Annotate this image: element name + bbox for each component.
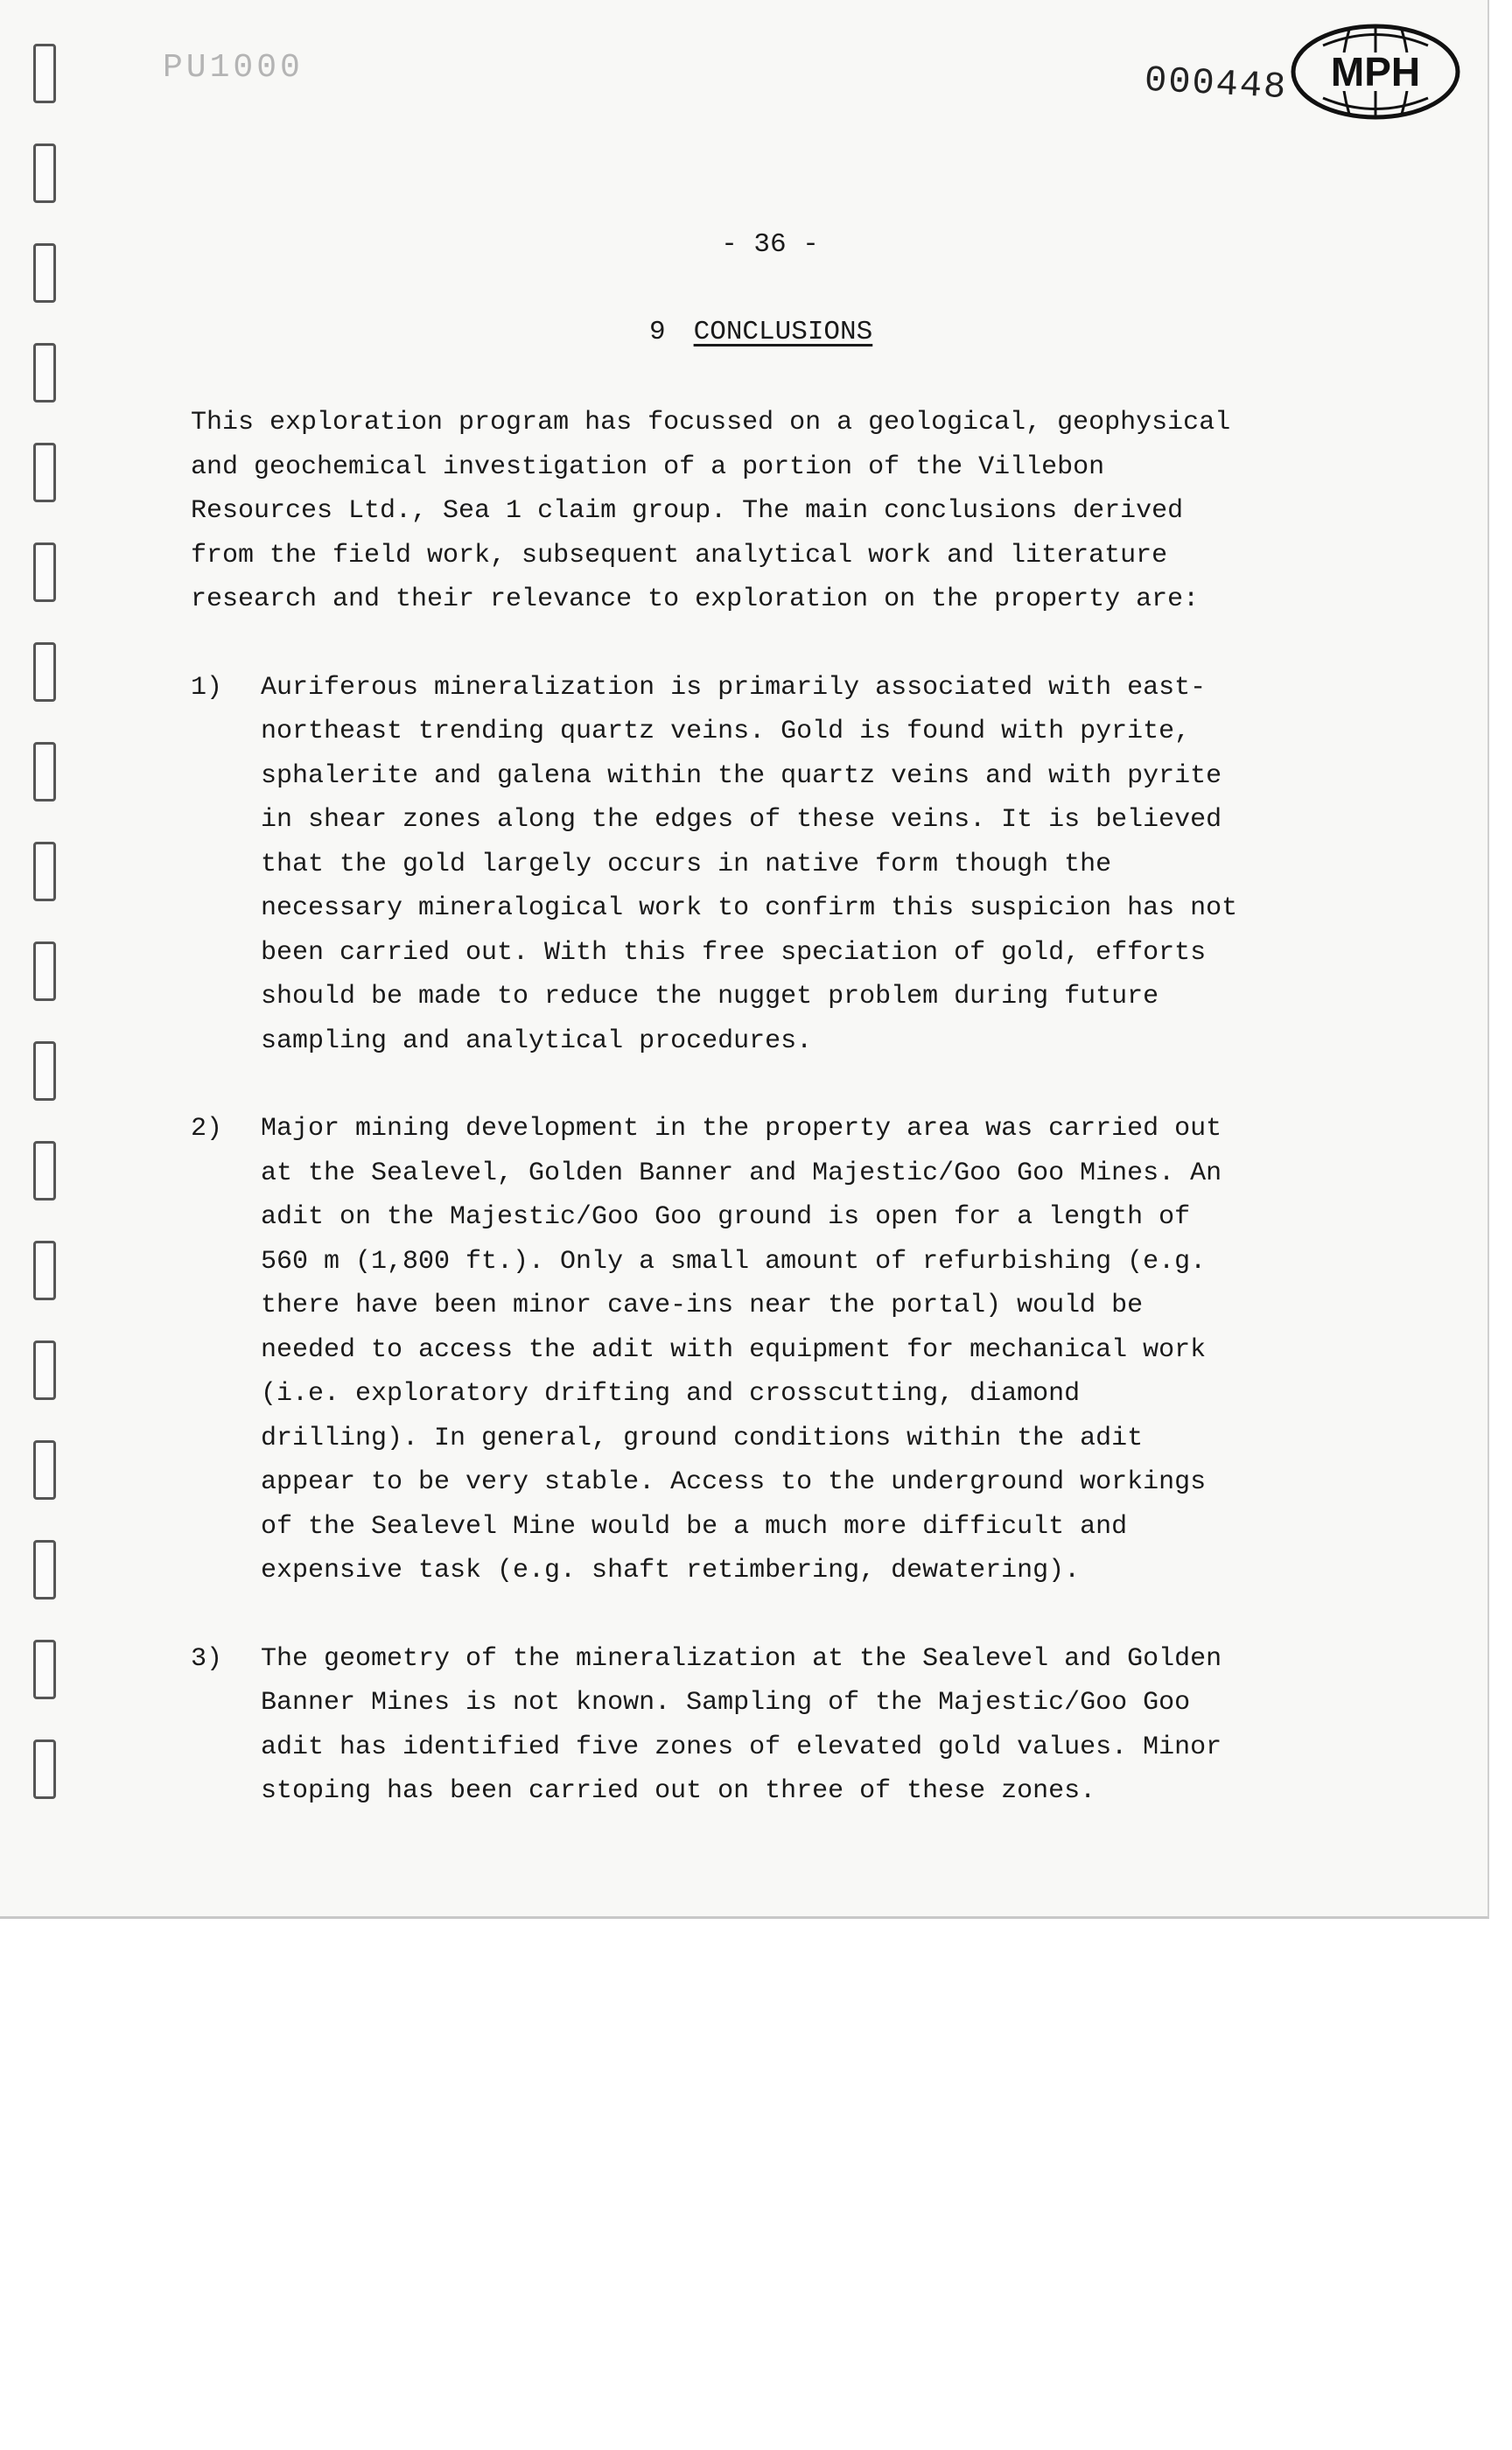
- binder-hole: [33, 542, 56, 602]
- text-line: that the gold largely occurs in native form though the: [261, 849, 1112, 879]
- text-line: expensive task (e.g. shaft retimbering, dewatering).: [261, 1556, 1081, 1586]
- binder-hole: [33, 343, 56, 402]
- conclusion-item-1: [191, 666, 1381, 1064]
- binder-hole: [33, 942, 56, 1001]
- binder-hole: [33, 243, 56, 303]
- text-line: research and their relevance to exploration on the property are:: [191, 584, 1200, 614]
- intro-paragraph: [191, 401, 1381, 622]
- globe-logo-icon: [1288, 19, 1463, 124]
- section-number: 9: [649, 317, 666, 347]
- binder-hole: [33, 842, 56, 901]
- faint-stamp: PU1000: [163, 49, 304, 87]
- text-line: sphalerite and galena within the quartz veins and with pyrite: [261, 760, 1222, 791]
- binder-hole: [33, 1540, 56, 1600]
- binder-hole: [33, 1241, 56, 1300]
- text-line: Auriferous mineralization is primarily associated with east-: [261, 672, 1207, 703]
- mph-logo: [1288, 19, 1463, 124]
- text-line: Major mining development in the property area was carried out: [261, 1114, 1222, 1144]
- text-line: and geochemical investigation of a portion of the Villebon: [191, 452, 1105, 482]
- text-line: needed to access the adit with equipment for mechanical work: [261, 1334, 1207, 1365]
- binder-holes: [33, 0, 60, 1916]
- blank-margin: [0, 1919, 1512, 2450]
- binder-hole: [33, 1640, 56, 1699]
- document-body: [191, 401, 1381, 1858]
- text-line: of the Sealevel Mine would be a much more difficult and: [261, 1511, 1128, 1542]
- logo-text: MPH: [1330, 49, 1421, 94]
- text-line: This exploration program has focussed on a geological, geophysical: [191, 408, 1231, 438]
- page-number: - 36 -: [721, 229, 819, 260]
- text-line: The geometry of the mineralization at the Sealevel and Golden: [261, 1643, 1222, 1674]
- binder-hole: [33, 443, 56, 502]
- text-line: at the Sealevel, Golden Banner and Majestic/Goo Goo Mines. An: [261, 1158, 1222, 1188]
- binder-hole: [33, 1041, 56, 1101]
- text-line: sampling and analytical procedures.: [261, 1026, 813, 1056]
- text-line: adit on the Majestic/Goo Goo ground is open for a length of: [261, 1202, 1191, 1232]
- item-marker: 2): [191, 1114, 223, 1144]
- binder-hole: [33, 44, 56, 103]
- binder-hole: [33, 1440, 56, 1500]
- binder-hole: [33, 742, 56, 802]
- text-line: should be made to reduce the nugget problem during future: [261, 982, 1159, 1012]
- section-heading: [649, 317, 872, 347]
- text-line: drilling). In general, ground conditions within the adit: [261, 1423, 1144, 1453]
- conclusion-item-2: [191, 1107, 1381, 1593]
- text-line: 560 m (1,800 ft.). Only a small amount of refurbishing (e.g.: [261, 1246, 1207, 1277]
- conclusion-item-3: [191, 1637, 1381, 1814]
- item-marker: 1): [191, 672, 223, 703]
- item-text: [261, 666, 1381, 1064]
- item-marker: 3): [191, 1643, 223, 1674]
- text-line: in shear zones along the edges of these veins. It is believed: [261, 805, 1222, 835]
- text-line: necessary mineralogical work to confirm this suspicion has not: [261, 893, 1238, 923]
- binder-hole: [33, 642, 56, 702]
- document-stamp-number: 000448: [1143, 59, 1289, 109]
- text-line: adit has identified five zones of elevated gold values. Minor: [261, 1732, 1222, 1762]
- binder-hole: [33, 144, 56, 203]
- text-line: appear to be very stable. Access to the underground workings: [261, 1467, 1207, 1497]
- binder-hole: [33, 1141, 56, 1200]
- binder-hole: [33, 1340, 56, 1400]
- text-line: there have been minor cave-ins near the portal) would be: [261, 1291, 1144, 1320]
- item-text: [261, 1107, 1381, 1593]
- text-line: (i.e. exploratory drifting and crosscutting, diamond: [261, 1379, 1081, 1409]
- item-text: [261, 1637, 1381, 1814]
- text-line: from the field work, subsequent analytical work and literature: [191, 540, 1168, 570]
- text-line: Banner Mines is not known. Sampling of the Majestic/Goo Goo: [261, 1688, 1191, 1718]
- text-line: northeast trending quartz veins. Gold is found with pyrite,: [261, 717, 1191, 746]
- text-line: Resources Ltd., Sea 1 claim group. The main conclusions derived: [191, 496, 1184, 526]
- text-line: been carried out. With this free speciation of gold, efforts: [261, 937, 1207, 968]
- text-line: stoping has been carried out on three of these zones.: [261, 1776, 1096, 1806]
- binder-hole: [33, 1740, 56, 1799]
- section-title: CONCLUSIONS: [693, 317, 873, 347]
